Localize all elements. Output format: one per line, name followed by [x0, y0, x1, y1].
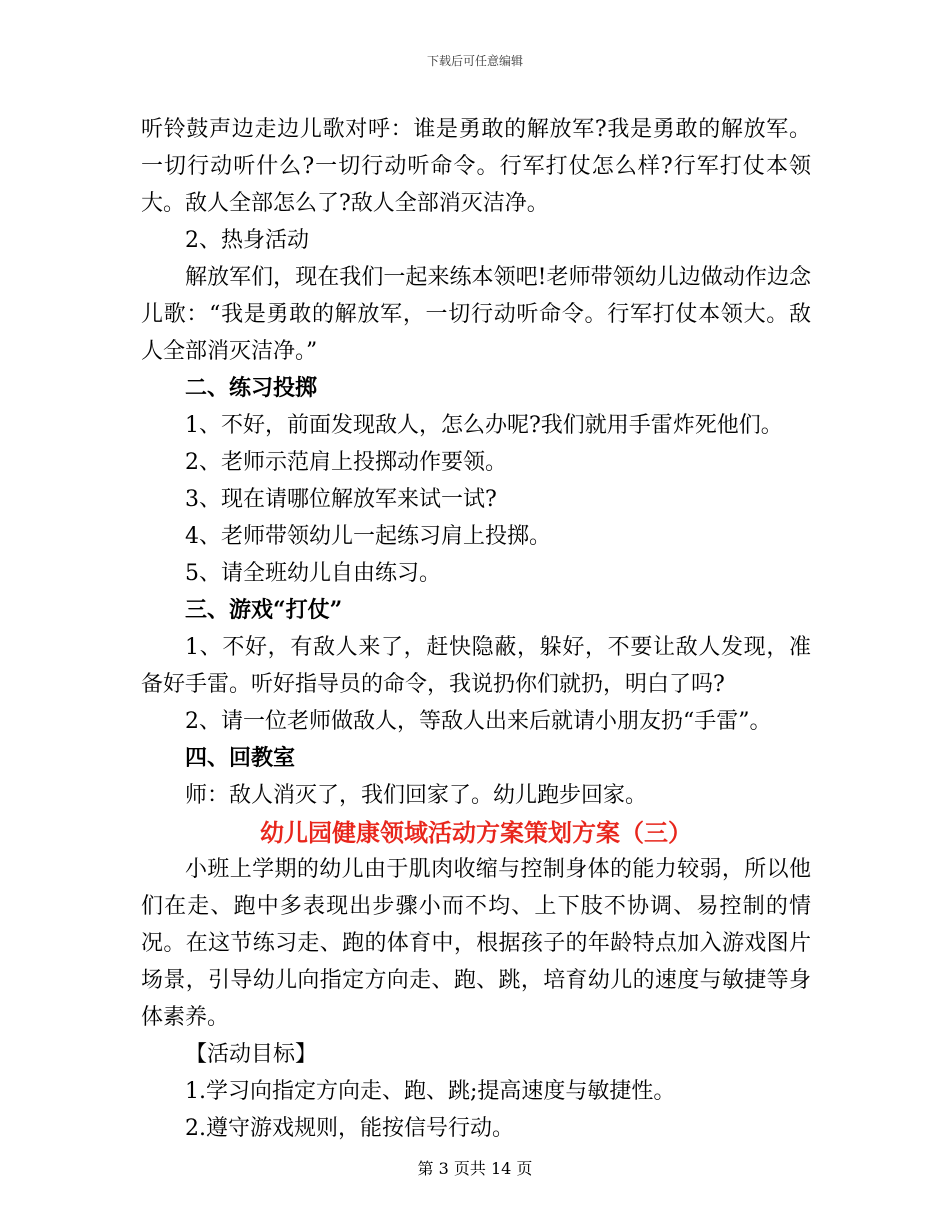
section-title: 幼儿园健康领域活动方案策划方案（三） [260, 818, 692, 847]
paragraph: 2、热身活动 [185, 228, 309, 253]
paragraph: 2.遵守游戏规则，能按信号行动。 [185, 1116, 514, 1141]
paragraph: 3、现在请哪位解放军来试一试? [185, 487, 497, 512]
paragraph: 5、请全班幼儿自由练习。 [185, 561, 441, 586]
paragraph: 2、请一位老师做敌人，等敌人出来后就请小朋友扔“手雷”。 [185, 709, 772, 734]
page-footer: 第 3 页共 14 页 [417, 1159, 533, 1178]
paragraph: 4、老师带领幼儿一起练习肩上投掷。 [185, 524, 551, 549]
paragraph: 1、不好，有敌人来了，赶快隐蔽，躲好，不要让敌人发现，准备好手雷。听好指导员的命令，我说扔你们就扔，明白了吗? [141, 635, 811, 697]
paragraph: 1.学习向指定方向走、跑、跳;提高速度与敏捷性。 [185, 1079, 676, 1104]
paragraph: 听铃鼓声边走边儿歌对呼：谁是勇敢的解放军?我是勇敢的解放军。一切行动听什么?一切行动听命令。行军打仗怎么样?行军打仗本领大。敌人全部怎么了?敌人全部消灭洁净。 [141, 117, 811, 216]
section-heading: 二、练习投掷 [185, 375, 318, 401]
paragraph: 解放军们，现在我们一起来练本领吧!老师带领幼儿边做动作边念儿歌：“我是勇敢的解放军，一切行动听命令。行军打仗本领大。敌人全部消灭洁净。” [141, 265, 811, 364]
paragraph: 1、不好，前面发现敌人，怎么办呢?我们就用手雷炸死他们。 [185, 413, 783, 438]
paragraph: 2、老师示范肩上投掷动作要领。 [185, 450, 507, 475]
section-heading: 三、游戏“打仗” [185, 597, 343, 623]
paragraph: 师：敌人消灭了，我们回家了。幼儿跑步回家。 [185, 783, 648, 808]
page-header: 下载后可任意编辑 [426, 54, 523, 68]
paragraph: 小班上学期的幼儿由于肌肉收缩与控制身体的能力较弱，所以他们在走、跑中多表现出步骤小而不均、上下肢不协调、易控制的情况。在这节练习走、跑的体育中，根据孩子的年龄特点加入游戏图片场景，引导幼儿向指定方向走、跑、跳，培育幼儿的速度与敏捷等身体素养。 [141, 857, 811, 1030]
document-body [141, 111, 811, 1147]
paragraph: 【活动目标】 [185, 1042, 318, 1067]
section-heading: 四、回教室 [185, 745, 296, 771]
